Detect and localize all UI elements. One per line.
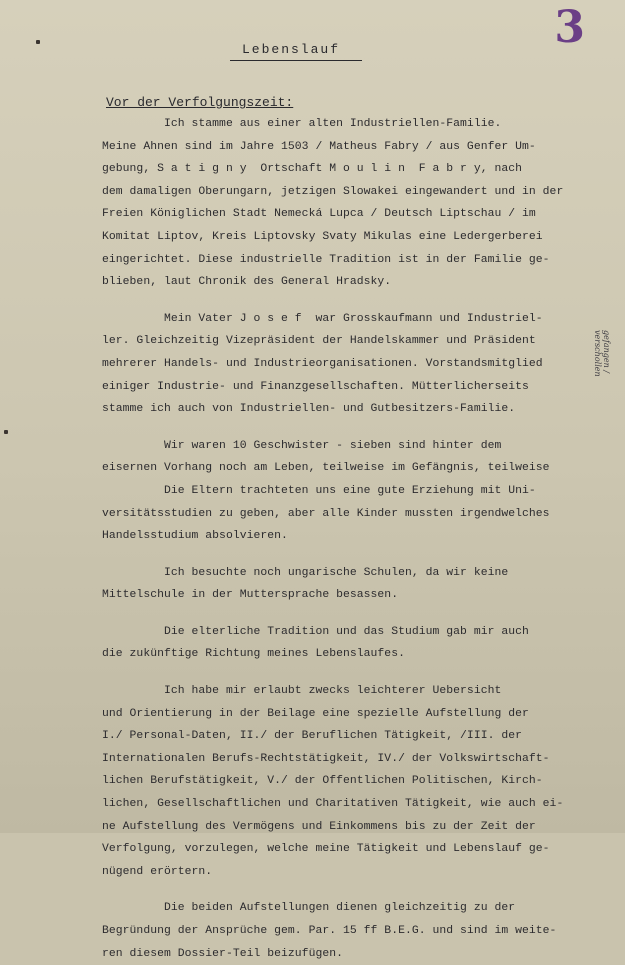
text-line: nügend erörtern.: [102, 865, 213, 878]
text-line: und Orientierung in der Beilage eine spezielle Aufstellung der: [102, 707, 529, 720]
text-line: eingerichtet. Diese industrielle Tradition ist in der Familie ge-: [102, 253, 550, 266]
text-line: Verfolgung, vorzulegen, welche meine Tätigkeit und Lebenslauf ge-: [102, 843, 550, 856]
hole-punch-mark: [4, 430, 8, 434]
text-line: versitätsstudien zu geben, aber alle Kinder mussten irgendwelches: [102, 507, 550, 520]
text-line: blieben, laut Chronik des General Hradsky.: [102, 276, 392, 289]
text-line: Mittelschule in der Muttersprache besassen.: [102, 589, 399, 602]
paragraph-gap: [102, 883, 622, 897]
text-line: Komitat Liptov, Kreis Liptovsky Svaty Mikulas eine Ledergerberei: [102, 230, 543, 243]
section-heading: Vor der Verfolgungszeit:: [106, 95, 294, 110]
text-line: stamme ich auch von Industriellen- und Gutbesitzers-Familie.: [102, 403, 516, 416]
text-line: Die Eltern trachteten uns eine gute Erziehung mit Uni-: [102, 484, 536, 497]
paragraph-gap: [102, 607, 622, 621]
text-line: lichen Berufstätigkeit, V./ der Offentlichen Politischen, Kirch-: [102, 775, 543, 788]
text-line: Internationalen Berufs-Rechtstätigkeit, IV./ der Volkswirtschaft-: [102, 752, 550, 765]
text-line: eisernen Vorhang noch am Leben, teilweise im Gefängnis, teilweise: [102, 462, 550, 475]
text-line: Mein Vater J o s e f war Grosskaufmann und Industriel-: [102, 312, 543, 325]
text-line: Ich habe mir erlaubt zwecks leichterer Uebersicht: [102, 685, 502, 698]
hole-punch-mark: [36, 40, 40, 44]
text-line: Ich stamme aus einer alten Industriellen-Familie.: [102, 118, 502, 130]
text-line: ler. Gleichzeitig Vizepräsident der Handelskammer und Präsident: [102, 335, 536, 348]
paragraph-gap: [102, 421, 622, 435]
text-line: mehrerer Handels- und Industrieorganisationen. Vorstandsmitglied: [102, 357, 543, 370]
page-number: 3: [554, 2, 585, 53]
text-line: lichen, Gesellschaftlichen und Charitativen Tätigkeit, wie auch ei-: [102, 798, 564, 811]
body-text: [102, 113, 622, 965]
text-line: Meine Ahnen sind im Jahre 1503 / Matheus Fabry / aus Genfer Um-: [102, 140, 536, 153]
text-line: Handelsstudium absolvieren.: [102, 530, 288, 543]
paragraph-gap: [102, 294, 622, 308]
paragraph-gap: [102, 548, 622, 562]
text-line: ren diesem Dossier-Teil beizufügen.: [102, 947, 343, 960]
text-line: ne Aufstellung des Vermögens und Einkommens bis zu der Zeit der: [102, 820, 536, 833]
text-line: Begründung der Ansprüche gem. Par. 15 ff B.E.G. und sind im weite-: [102, 925, 557, 937]
document-title: Lebenslauf: [230, 42, 362, 61]
text-line: Freien Königlichen Stadt Nemecká Lupca / Deutsch Liptschau / im: [102, 208, 536, 221]
text-line: einiger Industrie- und Finanzgesellschaften. Mütterlicherseits: [102, 380, 529, 393]
paragraph-gap: [102, 666, 622, 680]
text-line: gebung, S a t i g n y Ortschaft M o u l i n F a b r y, nach: [102, 163, 523, 176]
text-line: Die elterliche Tradition und das Studium gab mir auch: [102, 625, 529, 638]
text-line: I./ Personal-Daten, II./ der Beruflichen Tätigkeit, /III. der: [102, 730, 523, 743]
text-line: die zukünftige Richtung meines Lebenslaufes.: [102, 648, 405, 661]
text-line: Wir waren 10 Geschwister - sieben sind hinter dem: [102, 439, 502, 452]
text-line: dem damaligen Oberungarn, jetzigen Slowakei eingewandert und in der: [102, 185, 564, 198]
handwritten-margin-note: gefangen / verschollen: [593, 330, 611, 377]
text-line: Ich besuchte noch ungarische Schulen, da wir keine: [102, 566, 509, 579]
text-line: Die beiden Aufstellungen dienen gleichzeitig zu der: [102, 902, 516, 915]
